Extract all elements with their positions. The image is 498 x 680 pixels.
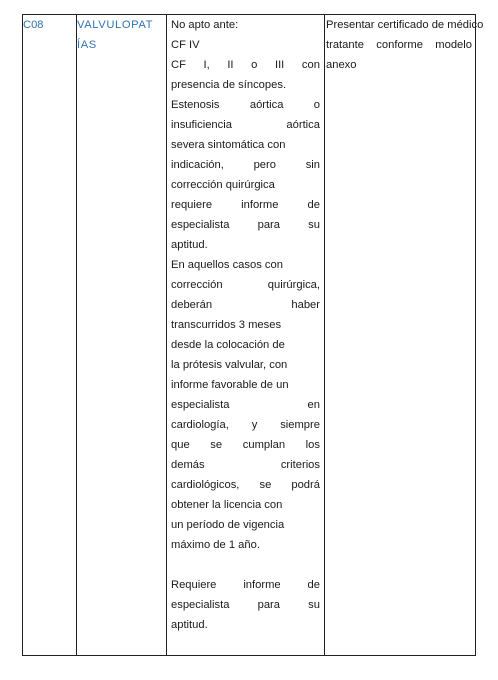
text-word: y — [251, 419, 258, 431]
text-line — [171, 395, 320, 415]
text-word: tratante — [326, 39, 364, 51]
text-line — [171, 575, 320, 595]
text-word: III — [274, 59, 285, 71]
text-word: criterios — [280, 459, 320, 471]
condition-code: C08 — [23, 15, 77, 656]
text-line: la prótesis valvular, con — [171, 359, 288, 371]
text-word: indicación, — [171, 159, 224, 171]
text-line: desde la colocación de — [171, 339, 285, 351]
table-row — [23, 15, 476, 656]
text-line: corrección quirúrgica — [171, 179, 275, 191]
text-line — [171, 215, 320, 235]
text-word: informe — [241, 199, 279, 211]
unfit-criteria-cell — [167, 15, 325, 656]
text-line — [171, 415, 320, 435]
text-line: Presentar certificado de médico — [326, 19, 484, 31]
text-line: informe favorable de un — [171, 379, 289, 391]
text-word: aórtica — [249, 99, 284, 111]
text-word: conforme — [376, 39, 423, 51]
text-word: demás — [171, 459, 205, 471]
text-word: insuficiencia — [171, 119, 232, 131]
text-word: pero — [253, 159, 276, 171]
required-documentation-cell — [325, 15, 484, 656]
text-line: anexo — [326, 59, 357, 71]
text-word: modelo — [435, 39, 472, 51]
text-word: CF — [171, 59, 186, 71]
text-word: sin — [305, 159, 320, 171]
text-line — [171, 275, 320, 295]
text-line: presencia de síncopes. — [171, 79, 287, 91]
text-word: con — [301, 59, 320, 71]
text-line — [171, 475, 320, 495]
text-word: cumplan — [242, 439, 286, 451]
text-word: en — [307, 399, 320, 411]
text-line: En aquellos casos con — [171, 259, 283, 271]
text-word: quirúrgica, — [267, 279, 320, 291]
text-word: los — [305, 439, 320, 451]
text-word: de — [307, 199, 320, 211]
text-word: para — [257, 219, 281, 231]
text-line — [171, 555, 320, 575]
text-word: para — [257, 599, 281, 611]
text-word: especialista — [171, 219, 230, 231]
text-line: severa sintomática con — [171, 139, 286, 151]
text-word: informe — [243, 579, 281, 591]
text-line — [171, 115, 320, 135]
text-word: haber — [291, 299, 320, 311]
text-word: cardiología, — [171, 419, 229, 431]
text-word: II — [227, 59, 234, 71]
text-word: deberán — [171, 299, 213, 311]
text-word: I, — [203, 59, 210, 71]
text-line — [171, 455, 320, 475]
text-word: especialista — [171, 399, 230, 411]
text-line: obtener la licencia con — [171, 499, 283, 511]
text-word: se — [210, 439, 223, 451]
text-line: aptitud. — [171, 619, 208, 631]
text-word: especialista — [171, 599, 230, 611]
text-word: o — [251, 59, 258, 71]
text-word: Requiere — [171, 579, 217, 591]
text-line: No apto ante: — [171, 19, 239, 31]
text-line — [171, 95, 320, 115]
text-line: CF IV — [171, 39, 200, 51]
text-word: se — [259, 479, 272, 491]
text-word: aórtica — [286, 119, 320, 131]
text-line: máximo de 1 año. — [171, 539, 260, 551]
text-word: o — [313, 99, 320, 111]
requirements-table — [22, 14, 484, 656]
text-line — [171, 595, 320, 615]
text-line — [325, 35, 475, 55]
text-word: corrección — [171, 279, 223, 291]
text-line — [171, 435, 320, 455]
text-word: su — [308, 219, 320, 231]
text-line — [171, 55, 320, 75]
text-line — [171, 295, 320, 315]
text-word: podrá — [291, 479, 320, 491]
text-word: cardiológicos, — [171, 479, 240, 491]
text-line: aptitud. — [171, 239, 208, 251]
condition-name — [77, 15, 167, 656]
condition-name-line: ÍAS — [77, 39, 97, 51]
text-word: requiere — [171, 199, 213, 211]
text-line: un período de vigencia — [171, 519, 285, 531]
text-word: que — [171, 439, 190, 451]
condition-name-line: VALVULOPAT — [77, 19, 154, 31]
text-word: su — [308, 599, 320, 611]
text-word: de — [307, 579, 320, 591]
text-line — [171, 155, 320, 175]
text-line: transcurridos 3 meses — [171, 319, 282, 331]
text-word: Estenosis — [171, 99, 220, 111]
text-line — [171, 195, 320, 215]
text-word: siempre — [280, 419, 320, 431]
